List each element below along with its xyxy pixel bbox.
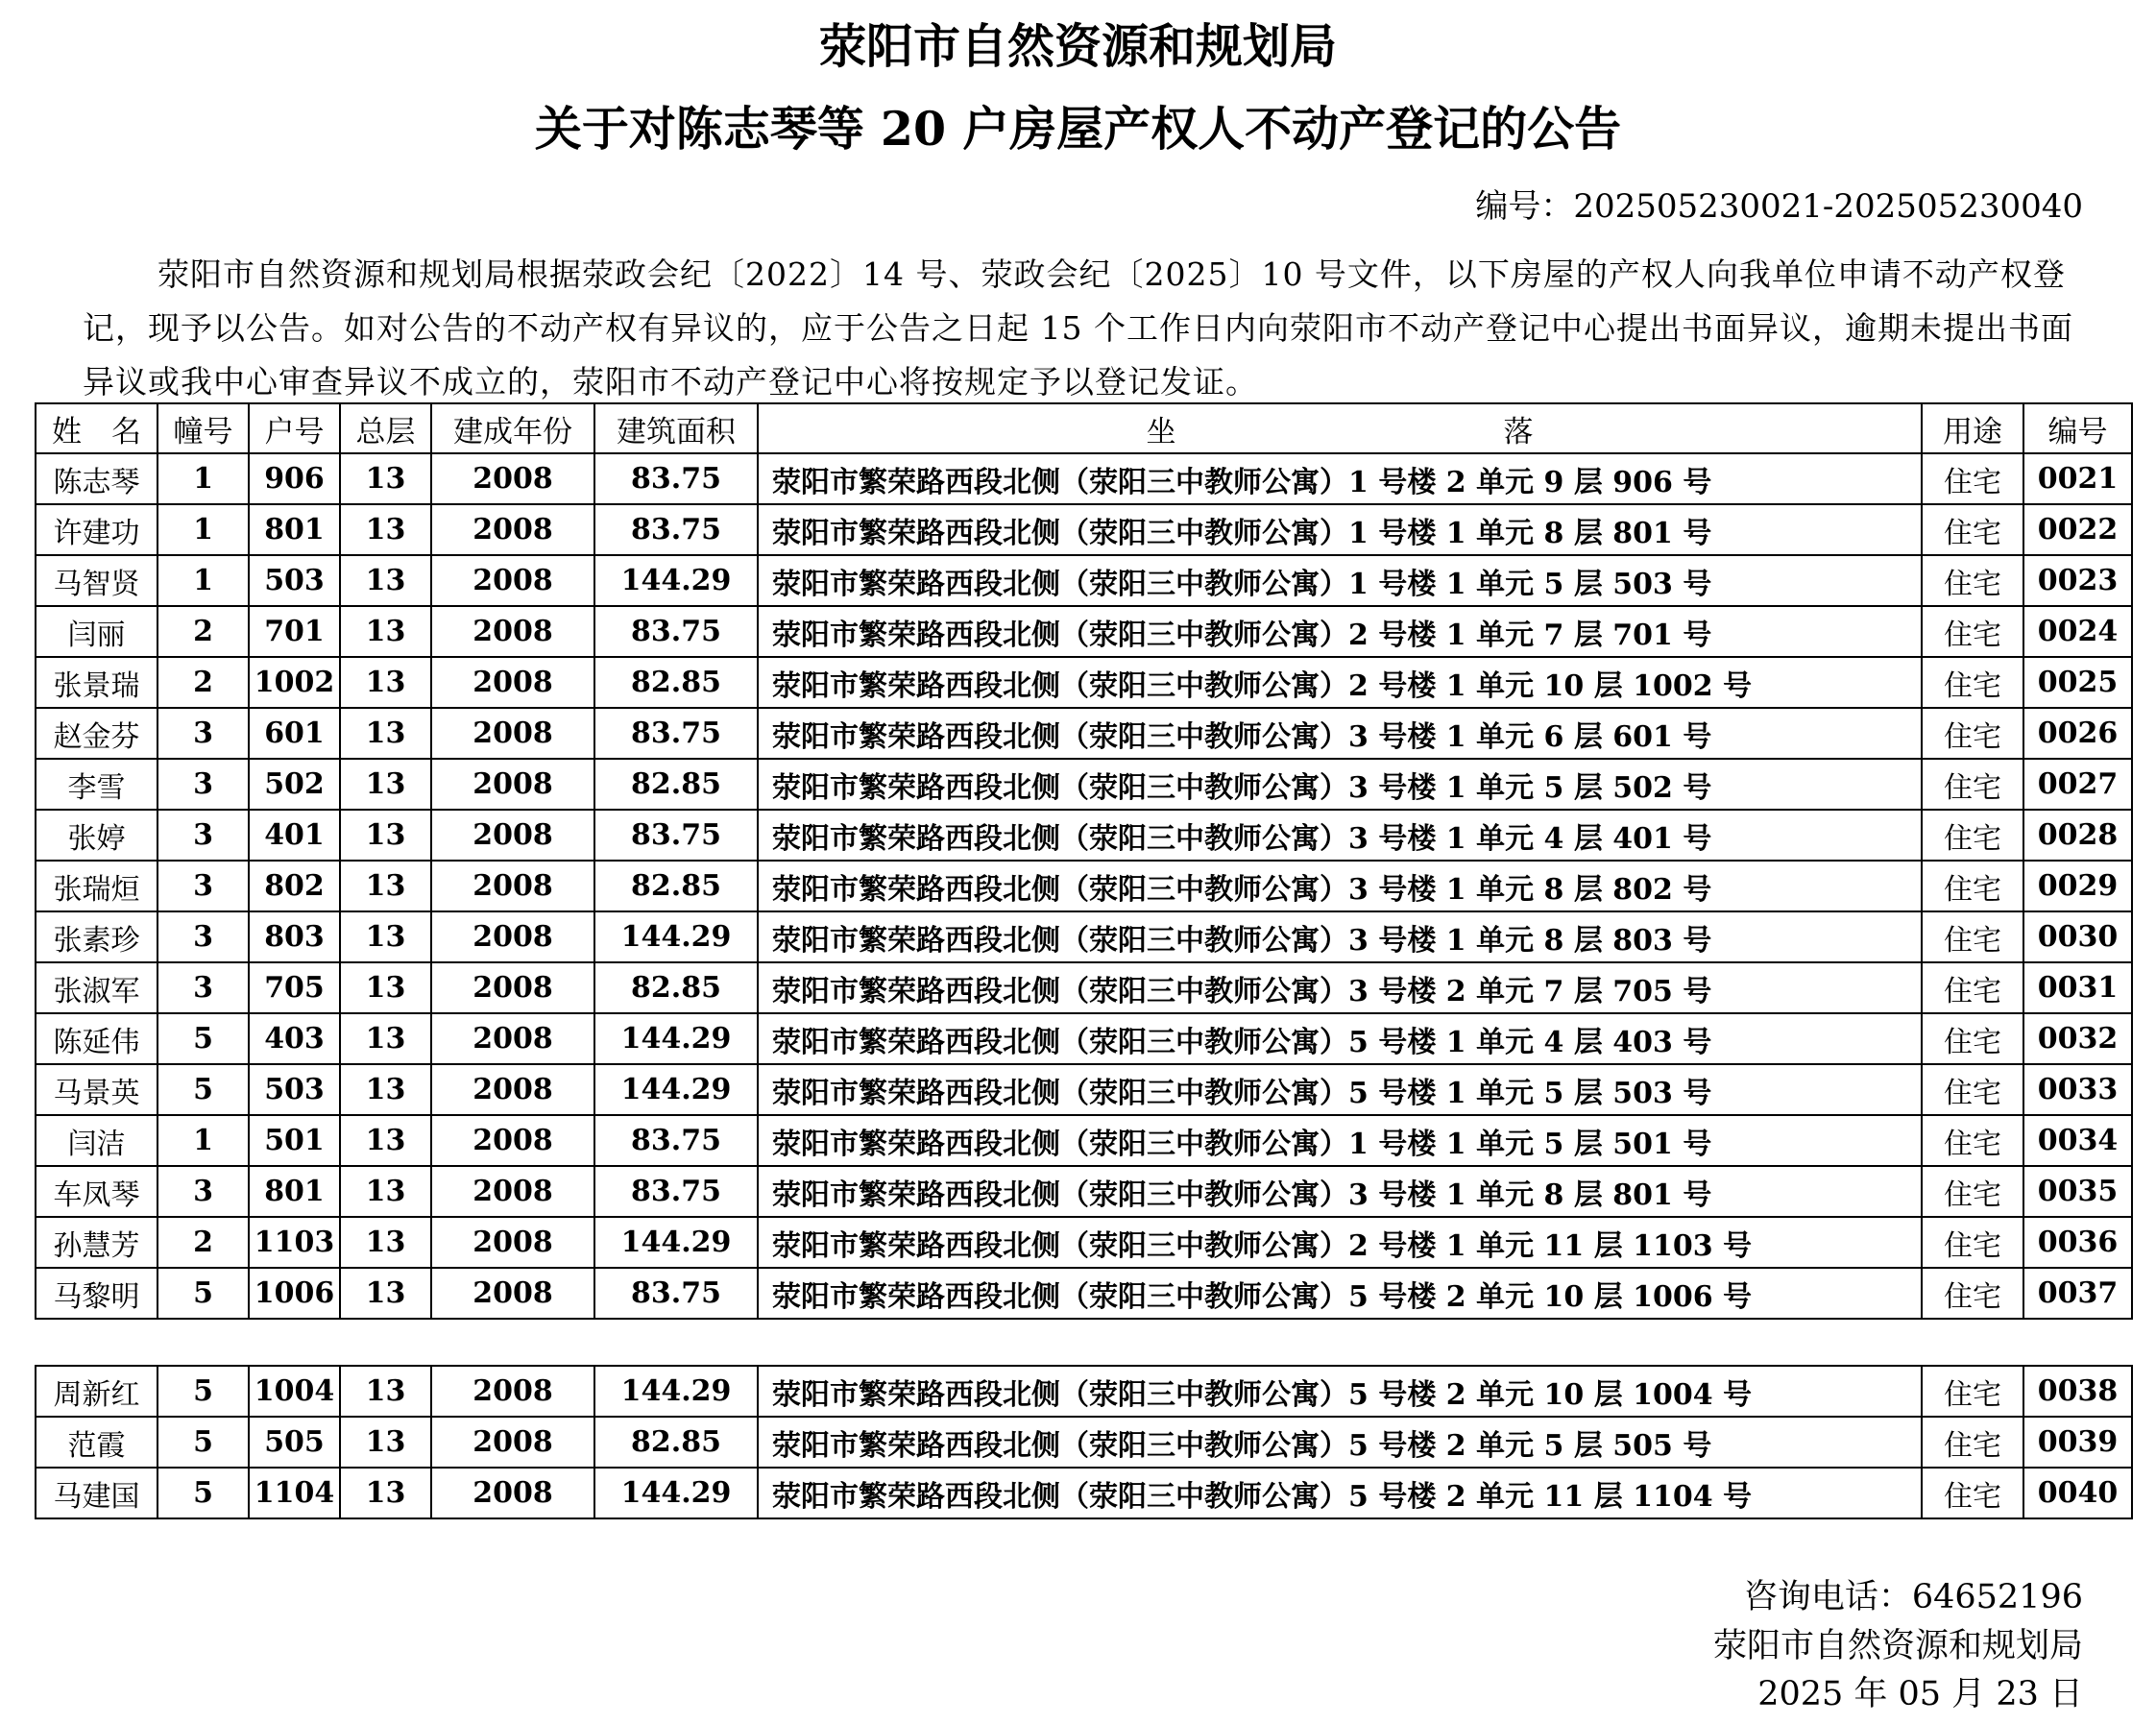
- cell-year: 2008: [431, 1166, 594, 1217]
- cell-location: 荥阳市繁荣路西段北侧（荥阳三中教师公寓）5 号楼 1 单元 5 层 503 号: [758, 1064, 1922, 1115]
- cell-building: 5: [157, 1468, 249, 1518]
- cell-building: 3: [157, 810, 249, 861]
- cell-area: 83.75: [594, 1268, 758, 1319]
- cell-year: 2008: [431, 606, 594, 657]
- cell-year: 2008: [431, 555, 594, 606]
- table-row: [36, 1115, 2132, 1166]
- cell-building: 2: [157, 1217, 249, 1268]
- cell-use: 住宅: [1922, 555, 2023, 606]
- table-row: [36, 759, 2132, 810]
- cell-building: 5: [157, 1268, 249, 1319]
- table-row: [36, 861, 2132, 911]
- cell-building: 1: [157, 555, 249, 606]
- cell-unit: 701: [249, 606, 340, 657]
- cell-name: 赵金芬: [36, 708, 157, 759]
- cell-location: 荥阳市繁荣路西段北侧（荥阳三中教师公寓）3 号楼 1 单元 6 层 601 号: [758, 708, 1922, 759]
- table-row: [36, 453, 2132, 504]
- cell-name: 车凤琴: [36, 1166, 157, 1217]
- cell-number: 0024: [2023, 606, 2132, 657]
- cell-use: 住宅: [1922, 1366, 2023, 1417]
- cell-floors: 13: [340, 1217, 431, 1268]
- header-year: 建成年份: [431, 403, 594, 453]
- cell-floors: 13: [340, 606, 431, 657]
- cell-name: 张淑军: [36, 962, 157, 1013]
- cell-area: 83.75: [594, 1166, 758, 1217]
- cell-name: 许建功: [36, 504, 157, 555]
- cell-location: 荥阳市繁荣路西段北侧（荥阳三中教师公寓）3 号楼 1 单元 4 层 401 号: [758, 810, 1922, 861]
- cell-area: 144.29: [594, 1217, 758, 1268]
- signature-organization: 荥阳市自然资源和规划局: [1712, 1627, 2083, 1665]
- table-row: [36, 1417, 2132, 1468]
- cell-name: 马黎明: [36, 1268, 157, 1319]
- cell-floors: 13: [340, 759, 431, 810]
- cell-floors: 13: [340, 1115, 431, 1166]
- intro-paragraph: 荥阳市自然资源和规划局根据荥政会纪〔2022〕14 号、荥政会纪〔2025〕10 号文件，以下房屋的产权人向我单位申请不动产权登记，现予以公告。如对公告的不动产权有异议的，应于公告之日起 15 个工作日内向荥阳市不动产登记中心提出书面异议，逾期未提出书面异议或我中心审查异议不成立的，荥阳市不动产登记中心将按规定予以登记发证。: [83, 255, 2073, 401]
- table-row: [36, 1268, 2132, 1319]
- cell-use: 住宅: [1922, 1468, 2023, 1518]
- cell-year: 2008: [431, 657, 594, 708]
- cell-building: 3: [157, 759, 249, 810]
- cell-year: 2008: [431, 1417, 594, 1468]
- header-use: 用途: [1922, 403, 2023, 453]
- registration-table-continued: [35, 1365, 2133, 1519]
- cell-floors: 13: [340, 453, 431, 504]
- cell-year: 2008: [431, 1468, 594, 1518]
- header-floors: 总层: [340, 403, 431, 453]
- cell-unit: 403: [249, 1013, 340, 1064]
- cell-year: 2008: [431, 1366, 594, 1417]
- cell-floors: 13: [340, 555, 431, 606]
- cell-name: 孙慧芳: [36, 1217, 157, 1268]
- cell-building: 5: [157, 1013, 249, 1064]
- cell-number: 0040: [2023, 1468, 2132, 1518]
- table-row: [36, 606, 2132, 657]
- header-unit: 户号: [249, 403, 340, 453]
- cell-year: 2008: [431, 1115, 594, 1166]
- cell-name: 马智贤: [36, 555, 157, 606]
- cell-year: 2008: [431, 810, 594, 861]
- cell-building: 3: [157, 962, 249, 1013]
- cell-use: 住宅: [1922, 861, 2023, 911]
- cell-year: 2008: [431, 962, 594, 1013]
- cell-unit: 505: [249, 1417, 340, 1468]
- cell-number: 0034: [2023, 1115, 2132, 1166]
- cell-number: 0026: [2023, 708, 2132, 759]
- cell-building: 5: [157, 1064, 249, 1115]
- cell-location: 荥阳市繁荣路西段北侧（荥阳三中教师公寓）3 号楼 2 单元 7 层 705 号: [758, 962, 1922, 1013]
- cell-location: 荥阳市繁荣路西段北侧（荥阳三中教师公寓）2 号楼 1 单元 7 层 701 号: [758, 606, 1922, 657]
- cell-area: 82.85: [594, 962, 758, 1013]
- cell-name: 李雪: [36, 759, 157, 810]
- cell-name: 马景英: [36, 1064, 157, 1115]
- cell-use: 住宅: [1922, 606, 2023, 657]
- cell-number: 0033: [2023, 1064, 2132, 1115]
- cell-unit: 1006: [249, 1268, 340, 1319]
- table-row: [36, 708, 2132, 759]
- cell-building: 3: [157, 911, 249, 962]
- cell-unit: 401: [249, 810, 340, 861]
- table-row: [36, 911, 2132, 962]
- cell-location: 荥阳市繁荣路西段北侧（荥阳三中教师公寓）2 号楼 1 单元 10 层 1002 号: [758, 657, 1922, 708]
- cell-number: 0038: [2023, 1366, 2132, 1417]
- cell-year: 2008: [431, 911, 594, 962]
- cell-year: 2008: [431, 1268, 594, 1319]
- cell-use: 住宅: [1922, 1166, 2023, 1217]
- cell-use: 住宅: [1922, 1417, 2023, 1468]
- cell-unit: 803: [249, 911, 340, 962]
- cell-building: 3: [157, 861, 249, 911]
- table-row: [36, 657, 2132, 708]
- header-area: 建筑面积: [594, 403, 758, 453]
- title-line-1: 荥阳市自然资源和规划局: [818, 18, 1337, 74]
- table-row: [36, 504, 2132, 555]
- cell-location: 荥阳市繁荣路西段北侧（荥阳三中教师公寓）1 号楼 2 单元 9 层 906 号: [758, 453, 1922, 504]
- cell-floors: 13: [340, 911, 431, 962]
- contact-phone: 咨询电话：64652196: [1743, 1578, 2083, 1616]
- cell-unit: 601: [249, 708, 340, 759]
- cell-unit: 503: [249, 555, 340, 606]
- cell-name: 闫丽: [36, 606, 157, 657]
- cell-building: 1: [157, 453, 249, 504]
- cell-name: 马建国: [36, 1468, 157, 1518]
- cell-area: 83.75: [594, 1115, 758, 1166]
- cell-area: 82.85: [594, 759, 758, 810]
- cell-building: 3: [157, 708, 249, 759]
- cell-number: 0037: [2023, 1268, 2132, 1319]
- table-row: [36, 962, 2132, 1013]
- cell-number: 0028: [2023, 810, 2132, 861]
- cell-area: 144.29: [594, 911, 758, 962]
- cell-use: 住宅: [1922, 657, 2023, 708]
- cell-use: 住宅: [1922, 911, 2023, 962]
- cell-use: 住宅: [1922, 1013, 2023, 1064]
- cell-building: 2: [157, 606, 249, 657]
- cell-year: 2008: [431, 453, 594, 504]
- cell-year: 2008: [431, 1064, 594, 1115]
- cell-use: 住宅: [1922, 1268, 2023, 1319]
- header-number: 编号: [2023, 403, 2132, 453]
- cell-area: 144.29: [594, 1366, 758, 1417]
- cell-location: 荥阳市繁荣路西段北侧（荥阳三中教师公寓）3 号楼 1 单元 8 层 803 号: [758, 911, 1922, 962]
- cell-location: 荥阳市繁荣路西段北侧（荥阳三中教师公寓）5 号楼 2 单元 11 层 1104 号: [758, 1468, 1922, 1518]
- title-line-2: 关于对陈志琴等 20 户房屋产权人不动产登记的公告: [534, 101, 1622, 157]
- cell-location: 荥阳市繁荣路西段北侧（荥阳三中教师公寓）5 号楼 1 单元 4 层 403 号: [758, 1013, 1922, 1064]
- cell-area: 82.85: [594, 861, 758, 911]
- cell-area: 83.75: [594, 453, 758, 504]
- cell-unit: 503: [249, 1064, 340, 1115]
- cell-number: 0023: [2023, 555, 2132, 606]
- cell-location: 荥阳市繁荣路西段北侧（荥阳三中教师公寓）3 号楼 1 单元 8 层 802 号: [758, 861, 1922, 911]
- cell-year: 2008: [431, 759, 594, 810]
- cell-floors: 13: [340, 962, 431, 1013]
- cell-number: 0022: [2023, 504, 2132, 555]
- cell-unit: 1002: [249, 657, 340, 708]
- cell-unit: 1004: [249, 1366, 340, 1417]
- cell-unit: 501: [249, 1115, 340, 1166]
- cell-use: 住宅: [1922, 1217, 2023, 1268]
- cell-unit: 801: [249, 1166, 340, 1217]
- cell-area: 144.29: [594, 1468, 758, 1518]
- signature-date: 2025 年 05 月 23 日: [1757, 1675, 2083, 1713]
- cell-area: 82.85: [594, 1417, 758, 1468]
- cell-building: 5: [157, 1417, 249, 1468]
- cell-area: 82.85: [594, 657, 758, 708]
- cell-floors: 13: [340, 1468, 431, 1518]
- cell-use: 住宅: [1922, 453, 2023, 504]
- cell-name: 陈志琴: [36, 453, 157, 504]
- cell-area: 144.29: [594, 555, 758, 606]
- cell-unit: 801: [249, 504, 340, 555]
- cell-unit: 906: [249, 453, 340, 504]
- cell-number: 0039: [2023, 1417, 2132, 1468]
- table-row: [36, 1064, 2132, 1115]
- cell-area: 83.75: [594, 606, 758, 657]
- cell-unit: 802: [249, 861, 340, 911]
- cell-year: 2008: [431, 1217, 594, 1268]
- cell-use: 住宅: [1922, 1064, 2023, 1115]
- cell-area: 144.29: [594, 1064, 758, 1115]
- cell-name: 张景瑞: [36, 657, 157, 708]
- cell-area: 83.75: [594, 810, 758, 861]
- cell-floors: 13: [340, 1166, 431, 1217]
- table-row: [36, 1217, 2132, 1268]
- cell-building: 2: [157, 657, 249, 708]
- cell-area: 83.75: [594, 708, 758, 759]
- cell-use: 住宅: [1922, 759, 2023, 810]
- cell-number: 0032: [2023, 1013, 2132, 1064]
- cell-number: 0029: [2023, 861, 2132, 911]
- registration-table: [35, 402, 2133, 1320]
- cell-area: 83.75: [594, 504, 758, 555]
- cell-building: 1: [157, 504, 249, 555]
- cell-floors: 13: [340, 1268, 431, 1319]
- cell-name: 张瑞烜: [36, 861, 157, 911]
- cell-name: 陈延伟: [36, 1013, 157, 1064]
- cell-unit: 502: [249, 759, 340, 810]
- table-header-row: [36, 403, 2132, 453]
- header-name: 姓 名: [36, 403, 157, 453]
- cell-number: 0027: [2023, 759, 2132, 810]
- cell-location: 荥阳市繁荣路西段北侧（荥阳三中教师公寓）3 号楼 1 单元 8 层 801 号: [758, 1166, 1922, 1217]
- cell-use: 住宅: [1922, 504, 2023, 555]
- cell-floors: 13: [340, 657, 431, 708]
- cell-use: 住宅: [1922, 962, 2023, 1013]
- cell-location: 荥阳市繁荣路西段北侧（荥阳三中教师公寓）2 号楼 1 单元 11 层 1103 号: [758, 1217, 1922, 1268]
- cell-location: 荥阳市繁荣路西段北侧（荥阳三中教师公寓）5 号楼 2 单元 10 层 1004 号: [758, 1366, 1922, 1417]
- cell-area: 144.29: [594, 1013, 758, 1064]
- cell-unit: 1103: [249, 1217, 340, 1268]
- document-number: 编号：202505230021-202505230040: [1475, 187, 2083, 226]
- cell-unit: 705: [249, 962, 340, 1013]
- cell-year: 2008: [431, 861, 594, 911]
- cell-floors: 13: [340, 504, 431, 555]
- cell-floors: 13: [340, 1013, 431, 1064]
- cell-location: 荥阳市繁荣路西段北侧（荥阳三中教师公寓）1 号楼 1 单元 8 层 801 号: [758, 504, 1922, 555]
- cell-name: 张素珍: [36, 911, 157, 962]
- cell-floors: 13: [340, 1064, 431, 1115]
- table-row: [36, 1468, 2132, 1518]
- cell-floors: 13: [340, 1417, 431, 1468]
- cell-floors: 13: [340, 1366, 431, 1417]
- cell-building: 1: [157, 1115, 249, 1166]
- cell-name: 范霞: [36, 1417, 157, 1468]
- cell-number: 0021: [2023, 453, 2132, 504]
- table-row: [36, 1166, 2132, 1217]
- cell-year: 2008: [431, 708, 594, 759]
- cell-number: 0025: [2023, 657, 2132, 708]
- cell-location: 荥阳市繁荣路西段北侧（荥阳三中教师公寓）1 号楼 1 单元 5 层 501 号: [758, 1115, 1922, 1166]
- header-location: 坐 落: [758, 403, 1922, 453]
- cell-name: 张婷: [36, 810, 157, 861]
- cell-number: 0035: [2023, 1166, 2132, 1217]
- cell-unit: 1104: [249, 1468, 340, 1518]
- cell-location: 荥阳市繁荣路西段北侧（荥阳三中教师公寓）1 号楼 1 单元 5 层 503 号: [758, 555, 1922, 606]
- cell-floors: 13: [340, 708, 431, 759]
- cell-number: 0030: [2023, 911, 2132, 962]
- cell-building: 5: [157, 1366, 249, 1417]
- table-row: [36, 1013, 2132, 1064]
- table-row: [36, 555, 2132, 606]
- cell-location: 荥阳市繁荣路西段北侧（荥阳三中教师公寓）5 号楼 2 单元 10 层 1006 号: [758, 1268, 1922, 1319]
- cell-number: 0031: [2023, 962, 2132, 1013]
- cell-location: 荥阳市繁荣路西段北侧（荥阳三中教师公寓）5 号楼 2 单元 5 层 505 号: [758, 1417, 1922, 1468]
- cell-location: 荥阳市繁荣路西段北侧（荥阳三中教师公寓）3 号楼 1 单元 5 层 502 号: [758, 759, 1922, 810]
- cell-use: 住宅: [1922, 1115, 2023, 1166]
- table-row: [36, 1366, 2132, 1417]
- cell-building: 3: [157, 1166, 249, 1217]
- cell-name: 周新红: [36, 1366, 157, 1417]
- cell-year: 2008: [431, 504, 594, 555]
- cell-year: 2008: [431, 1013, 594, 1064]
- header-building: 幢号: [157, 403, 249, 453]
- cell-floors: 13: [340, 810, 431, 861]
- cell-use: 住宅: [1922, 810, 2023, 861]
- cell-number: 0036: [2023, 1217, 2132, 1268]
- table-row: [36, 810, 2132, 861]
- cell-name: 闫洁: [36, 1115, 157, 1166]
- cell-use: 住宅: [1922, 708, 2023, 759]
- cell-floors: 13: [340, 861, 431, 911]
